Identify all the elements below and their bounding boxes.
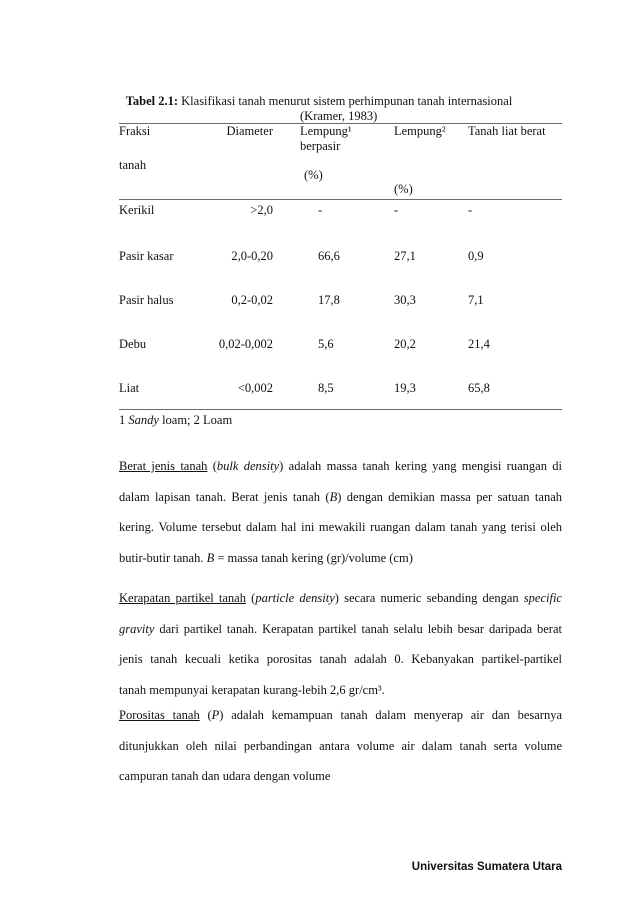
footnote-italic: Sandy [128, 413, 159, 427]
paragraph-line: campuran tanah dan udara dengan volume [119, 769, 331, 783]
paragraph-line [119, 614, 562, 645]
cell-fraksi: Pasir halus [119, 293, 174, 307]
table-caption-text: Klasifikasi tanah menurut sistem perhimpunan tanah internasional [178, 94, 513, 108]
italic-term: bulk density [216, 459, 280, 473]
paragraph-line [119, 482, 562, 513]
header-percent-2: (%) [394, 182, 413, 196]
cell-lempung: 20,2 [394, 337, 416, 351]
cell-lempung-berpasir: 8,5 [318, 381, 334, 395]
paragraph-line: jenis tanah kecuali ketika porositas tanah adalah 0. Kebanyakan partikel-partikel [119, 652, 562, 666]
cell-lempung: - [394, 203, 399, 217]
cell-diameter: 0,2-0,02 [231, 293, 273, 307]
cell-lempung: 30,3 [394, 293, 416, 307]
cell-diameter: >2,0 [250, 203, 273, 217]
paragraph-line [119, 451, 562, 482]
header-lempung-berpasir: Lempung¹ [300, 124, 352, 138]
cell-diameter: <0,002 [237, 381, 273, 395]
cell-diameter: 0,02-0,002 [218, 337, 273, 351]
italic-term: particle density [255, 591, 335, 605]
table-footnote [119, 413, 232, 428]
paragraph-line [119, 583, 562, 614]
text-span: ( [207, 459, 217, 473]
text-span: dalam lapisan tanah. Berat jenis tanah ( [119, 489, 330, 504]
cell-tanah-liat-berat: 21,4 [468, 337, 490, 351]
header-percent-1: (%) [304, 168, 323, 182]
cell-tanah-liat-berat: 0,9 [468, 249, 484, 263]
italic-term: B [329, 489, 338, 504]
table-caption [0, 94, 638, 109]
italic-term: B [206, 550, 215, 565]
text-span: ) adalah kemampuan tanah dalam menyerap air dan besarnya [219, 708, 562, 722]
cell-tanah-liat-berat: 65,8 [468, 381, 490, 395]
paragraph-line: kering. Volume tersebut dalam hal ini mewakili ruangan dalam tanah yang terisi oleh [119, 520, 562, 534]
text-span: dari partikel tanah. Kerapatan partikel tanah selalu lebih besar daripada berat [154, 621, 562, 636]
text-span: ) adalah massa tanah kering yang mengisi ruangan di [279, 459, 562, 473]
text-span: ) dengan demikian massa per satuan tanah [337, 489, 562, 504]
paragraph-bulk-density [119, 451, 562, 573]
table-header-rule [119, 199, 562, 200]
cell-lempung: 27,1 [394, 249, 416, 263]
cell-fraksi: Debu [119, 337, 147, 351]
cell-diameter: 2,0-0,20 [231, 249, 273, 263]
italic-term: specific [523, 591, 562, 605]
footnote-suffix: loam; 2 Loam [158, 413, 233, 427]
italic-term: gravity [119, 621, 155, 636]
header-diameter: Diameter [226, 124, 273, 138]
cell-lempung-berpasir: 66,6 [318, 249, 340, 263]
paragraph-particle-density [119, 583, 562, 705]
paragraph-line: ditunjukkan oleh nilai perbandingan antara volume air dalam tanah serta volume [119, 738, 562, 753]
paragraph-line [119, 543, 562, 574]
cell-lempung-berpasir: 5,6 [318, 337, 334, 351]
table-caption-label: Tabel 2.1: [125, 94, 179, 108]
table-caption-source: (Kramer, 1983) [300, 109, 378, 123]
paragraph-line: tanah mempunyai kerapatan kurang-lebih 2,6 gr/cm³. [119, 682, 385, 697]
header-berpasir: berpasir [300, 139, 341, 153]
cell-lempung: 19,3 [394, 381, 416, 395]
cell-tanah-liat-berat: 7,1 [468, 293, 484, 307]
text-span: = massa tanah kering (gr)/volume (cm) [214, 550, 413, 565]
cell-fraksi: Liat [119, 381, 140, 395]
paragraph-porosity [119, 700, 562, 792]
header-tanah: tanah [119, 158, 147, 172]
cell-lempung-berpasir: 17,8 [318, 293, 340, 307]
text-span: ( [245, 591, 256, 605]
cell-tanah-liat-berat: - [468, 203, 473, 217]
page-footer: Universitas Sumatera Utara [411, 861, 562, 873]
header-tanah-liat-berat: Tanah liat berat [468, 124, 546, 138]
term-berat-jenis-tanah: Berat jenis tanah [119, 459, 208, 473]
footnote-prefix: 1 [119, 413, 129, 427]
table-bottom-rule [119, 409, 562, 410]
cell-fraksi: Pasir kasar [119, 249, 174, 263]
text-span: ) secara numeric sebanding dengan [334, 591, 524, 605]
cell-lempung-berpasir: - [318, 203, 323, 217]
paragraph-line [119, 700, 562, 731]
cell-fraksi: Kerikil [119, 203, 155, 217]
term-kerapatan-partikel-tanah: Kerapatan partikel tanah [119, 591, 246, 605]
text-span: butir-butir tanah. [119, 550, 207, 565]
header-lempung: Lempung² [394, 124, 446, 138]
header-fraksi: Fraksi [119, 124, 151, 138]
text-span: ( [199, 708, 212, 722]
term-porositas-tanah: Porositas tanah [119, 708, 200, 722]
italic-term: P [211, 708, 220, 722]
